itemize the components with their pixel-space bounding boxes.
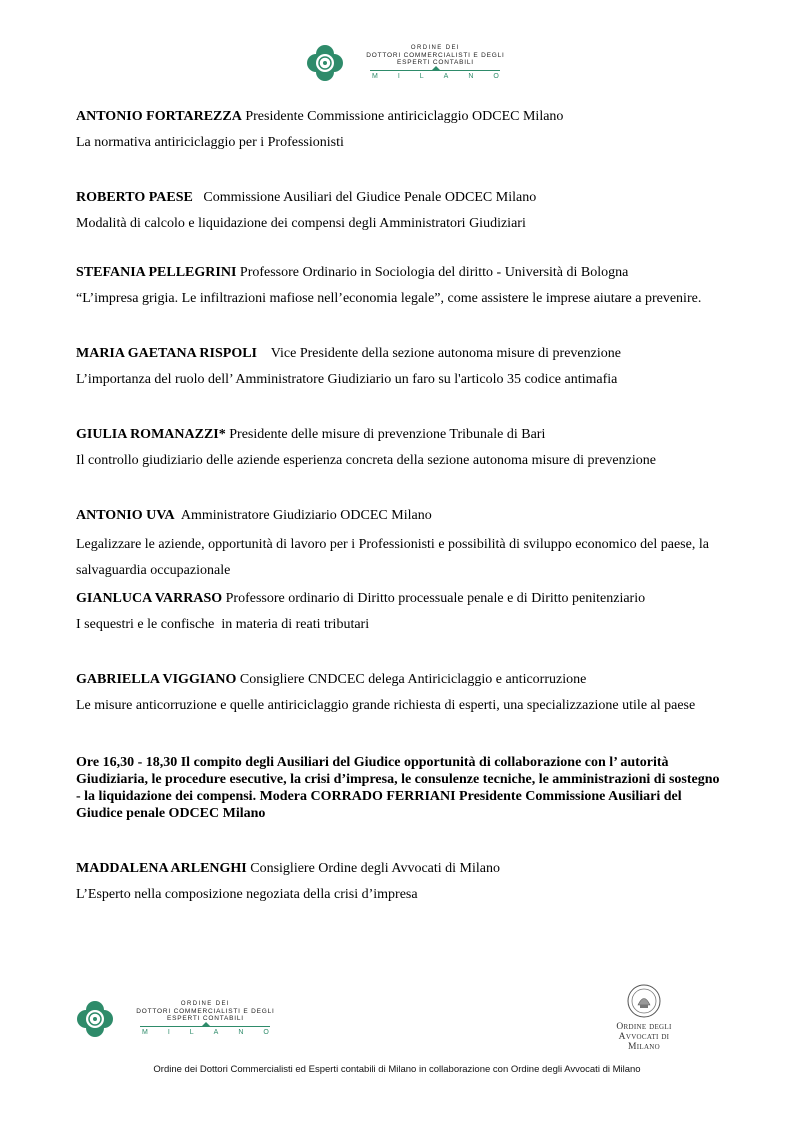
speaker-topic: I sequestri e le confische in materia di reati tributari [76,617,370,632]
speaker-topic: Modalità di calcolo e liquidazione dei compensi degli Amministratori Giudiziari [76,216,526,231]
speaker-line [76,108,726,125]
logo-line-2: DOTTORI COMMERCIALISTI E DEGLI [136,1008,275,1015]
logo-line-3: ESPERTI CONTABILI [396,59,474,66]
speaker-line [76,671,726,688]
speaker-name: GIULIA ROMANAZZI* [76,427,226,442]
speaker-topic: L’Esperto nella composizione negoziata della crisi d’impresa [76,887,418,902]
logo-rule [140,1026,270,1027]
speaker-topic: L’importanza del ruolo dell’ Amministratore Giudiziario un faro su l'articolo 35 codice antimafia [76,372,618,387]
speaker-line [76,345,726,362]
speaker-line [76,590,726,607]
speaker-line [76,426,726,443]
speaker-role: Commissione Ausiliari del Giudice Penale ODCEC Milano [192,190,537,205]
logo-line-1: ORDINE DEI [410,45,460,51]
speaker-name: ANTONIO UVA [76,508,175,523]
speaker-line [76,860,726,877]
speaker-topic: La normativa antiriciclaggio per i Professionisti [76,135,344,150]
speaker-topic: Legalizzare le aziende, opportunità di lavoro per i Professionisti e possibilità di sviluppo economico del paese, la salvaguardia occupazionale [76,537,709,578]
speaker-line [76,189,726,206]
speaker-name: GABRIELLA VIGGIANO [76,672,237,687]
speaker-topic: Le misure anticorruzione e quelle antiriciclaggio grande richiesta di esperti, una specializzazione utile al paese [76,698,696,713]
afternoon-session: Ore 16,30 - 18,30 Il compito degli Ausiliari del Giudice opportunità di collaborazione con l’ autorità Giudiziaria, le procedure esecutive, la crisi d’impresa, le consulenze tecniche, le amministrazioni di sostegno - la liquidazione dei compensi. Modera CORRADO FERRIANI Presidente Commissione Ausiliari del Giudice penale ODCEC Milano [76,755,720,821]
speaker-name: MADDALENA ARLENGHI [76,861,247,876]
page-footer: Ordine dei Dottori Commercialisti ed Esperti contabili di Milano in collaborazione con Ordine degli Avvocati di Milano [153,1064,641,1075]
speaker-line [76,264,726,281]
speaker-name: ANTONIO FORTAREZZA [76,109,242,124]
avvocati-logo [604,984,684,1052]
speaker-name: MARIA GAETANA RISPOLI [76,346,257,361]
logo-city: MILANO [142,1029,289,1036]
speaker-topic: “L’impresa grigia. Le infiltrazioni mafiose nell’economia legale”, come assistere le imprese aiutare a prevenire. [76,291,702,306]
avvocati-line-1: Ordine degli [616,1022,672,1032]
speaker-role: Professore ordinario di Diritto processuale penale e di Diritto penitenziario [222,591,646,606]
logo-line-3: ESPERTI CONTABILI [166,1015,244,1022]
odcec-logo-header [306,44,519,82]
speaker-line [76,507,726,524]
speaker-role: Amministratore Giudiziario ODCEC Milano [174,508,432,523]
speaker-role: Professore Ordinario in Sociologia del diritto - Università di Bologna [236,265,629,280]
speaker-role: Presidente delle misure di prevenzione Tribunale di Bari [225,427,546,442]
speaker-role: Consigliere CNDCEC delega Antiriciclaggio e anticorruzione [236,672,587,687]
speaker-topic: Il controllo giudiziario delle aziende esperienza concreta della sezione autonoma misure di prevenzione [76,453,656,468]
avvocati-seal-icon [627,984,661,1018]
speaker-role: Consigliere Ordine degli Avvocati di Milano [246,861,501,876]
speaker-role: Presidente Commissione antiriciclaggio ODCEC Milano [241,109,564,124]
odcec-emblem-icon [306,44,344,82]
speaker-name: ROBERTO PAESE [76,190,193,205]
odcec-logo-footer [76,1000,289,1038]
logo-rule [370,70,500,71]
odcec-emblem-icon [76,1000,114,1038]
logo-line-2: DOTTORI COMMERCIALISTI E DEGLI [366,52,505,59]
speaker-list [76,108,726,903]
speaker-role: Vice Presidente della sezione autonoma misure di prevenzione [257,346,621,361]
speaker-name: GIANLUCA VARRASO [76,591,223,606]
logo-line-1: ORDINE DEI [180,1001,230,1007]
speaker-name: STEFANIA PELLEGRINI [76,265,237,280]
logo-city: MILANO [372,73,519,80]
avvocati-line-2: Avvocati di Milano [618,1032,670,1052]
